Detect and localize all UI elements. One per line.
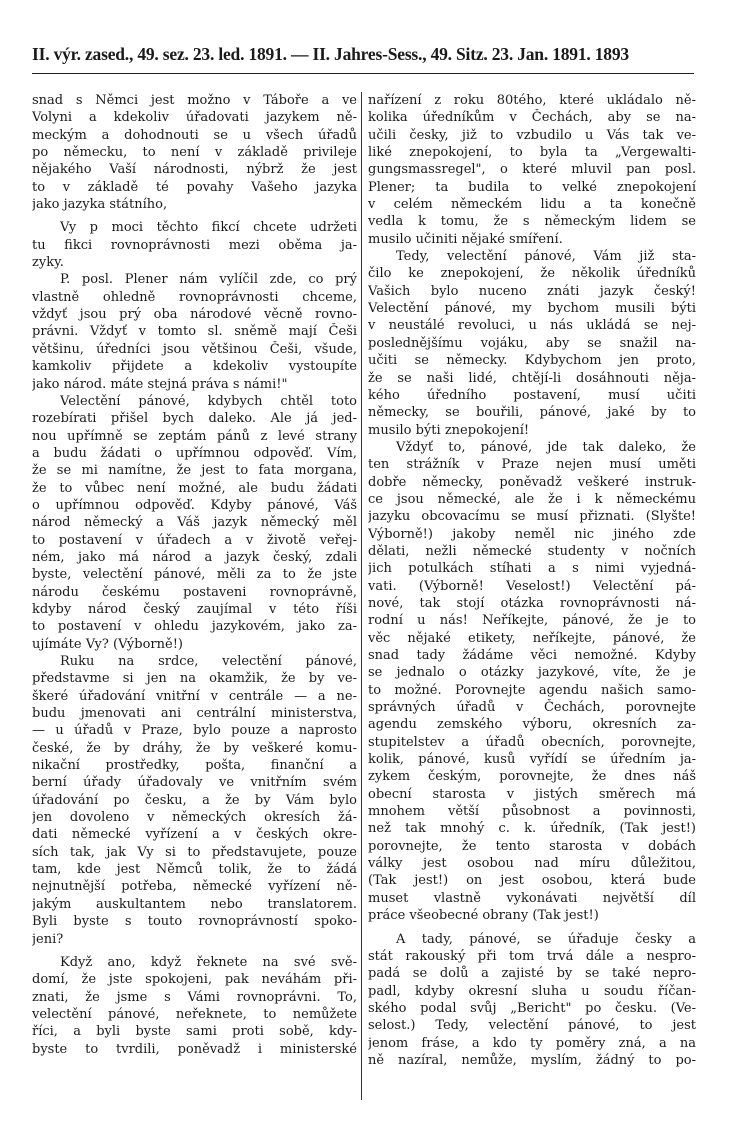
text-line: učili česky, již to vzbudilo u Vás tak ve-: [368, 127, 696, 143]
text-line: čilo ke znepokojení, že několik úředníků: [368, 266, 696, 282]
text-line: Když ano, když řeknete na své svě-: [60, 954, 357, 970]
text-line: nikační prostředky, pošta, finanční a: [32, 758, 357, 774]
text-line: to možné. Porovnejte agendu našich samo-: [368, 682, 696, 698]
text-line: (Tak jest!) on jest osobou, která bude: [368, 873, 696, 889]
text-line: že to vůbec není možné, ale budu žádati: [32, 480, 357, 496]
text-line: české, že by dráhy, že by veškeré komu-: [32, 740, 357, 756]
text-line: meckým a dohodnouti se u všech úřadů: [32, 127, 357, 143]
text-line: škeré úřadování vnitřní v centrále — a ne-: [32, 688, 357, 704]
text-line: správných úřadů v Čechách, porovnejte: [368, 700, 696, 716]
text-line: jako národ. máte stejná práva s námi!": [32, 376, 288, 392]
text-line: Volyni a kdekoliv úřadovati jazykem ně-: [32, 110, 357, 126]
text-line: jen dovoleno v německých okresích žá-: [32, 810, 357, 826]
text-line: dati německé vyřízení a v českých okre-: [32, 827, 357, 843]
text-line: nejnutnější potřeba, německé vyřízení ně-: [32, 879, 357, 895]
text-line: německy, se bouřili, pánové, jaké by to: [368, 405, 696, 421]
text-line: říci, a byli byste sami proti sobě, kdy-: [32, 1024, 357, 1040]
text-line: byste, velectění pánové, měli za to že jste: [32, 567, 357, 583]
text-line: budu jmenovati ani centrální ministerstva,: [32, 706, 357, 722]
text-line: ně nazíral, nemůže, myslím, žádný to po-: [368, 1052, 696, 1068]
text-line: Vašich bylo nuceno znáti jazyk český!: [368, 283, 696, 299]
text-line: P. posl. Plener nám vylíčil zde, co prý: [60, 272, 357, 288]
text-line: berní úřady úřadovaly ve vnitřním svém: [32, 775, 357, 791]
text-line: věc nějaké etikety, neříkejte, pánové, že: [368, 630, 696, 646]
text-line: rodní u nás! Neříkejte, pánové, že je to: [368, 613, 696, 629]
text-line: zyky.: [32, 255, 64, 271]
text-line: vždyť jsou prý oba národové věcně rovno-: [32, 307, 357, 323]
text-line: o upřímnou odpověď. Kdyby pánové, Váš: [32, 497, 357, 513]
text-line: — u úřadů v Praze, bylo pouze a naprosto: [32, 723, 357, 739]
text-line: musilo učiniti nějaké smíření.: [368, 231, 563, 247]
text-line: že se mi namítne, že jest to fata morgana,: [32, 463, 357, 479]
text-line: snad tady žádáme věci nemožné. Kdyby: [368, 648, 696, 663]
text-line: po německu, to není v základě privileje: [32, 145, 357, 161]
text-line: nou upřímně se zeptám pánů z levé strany: [32, 428, 357, 444]
text-line: kého úředního postavení, musí učiti: [368, 387, 696, 403]
text-line: jich potulkách stíhati a s nimi vyjedná-: [368, 561, 696, 577]
text-line: ném, jako má národ a jazyk český, zdali: [32, 549, 357, 565]
text-line: v neustálé revoluci, u nás ukládá se nej-: [368, 318, 696, 334]
text-line: to postavení v úřadech a v životě veřej-: [32, 532, 357, 548]
text-line: Velectění pánové, my bychom musili býti: [368, 301, 696, 317]
text-line: vlastně ohledně rovnoprávnosti chceme,: [32, 289, 357, 305]
text-line: se jednalo o otázky jazykové, víte, že je: [368, 665, 696, 681]
text-line: než tak mnohý c. k. úředník, (Tak jest!): [368, 821, 696, 837]
page-header: II. výr. zased., 49. sez. 23. led. 1891. — II. Jahres-Sess., 49. Sitz. 23. Jan. 1891. 1893: [32, 44, 629, 64]
text-line: v celém německém lidu a ta konečně: [368, 197, 696, 213]
text-line: představme si jen na okamžik, že by ve-: [32, 671, 357, 687]
text-line: nějakého Vaší národnosti, nýbrž že jest: [32, 162, 357, 178]
column-divider: [361, 92, 362, 1100]
text-line: národ německý a Váš jazyk německý měl: [32, 515, 357, 531]
text-line: jakým auskultantem nebo translatorem.: [32, 896, 357, 912]
text-line: obecní starosta v jistých směrech má: [368, 786, 696, 802]
text-line: tu fikci rovnoprávnosti mezi oběma ja-: [32, 237, 357, 253]
text-line: snad s Němci jest možno v Táboře a ve: [32, 93, 357, 108]
text-line: sích tak, jak Vy si to představujete, pouze: [32, 844, 357, 860]
text-line: jenom fráse, a kdo ty poměry zná, a na: [368, 1035, 696, 1051]
text-line: války jest osobou nad míru důležitou,: [368, 856, 696, 872]
text-line: porovnejte, že tento starosta v dobách: [368, 838, 696, 854]
text-line: většinu, úředníci jsou většinou Češi, všude,: [32, 341, 357, 357]
text-line: selost.) Tedy, velectění pánové, to jest: [368, 1018, 696, 1034]
text-line: dělati, nežli německé studenty v nočních: [368, 543, 696, 559]
text-line: nařízení z roku 80tého, které ukládalo ně-: [368, 93, 696, 108]
header-rule: [32, 73, 694, 74]
text-line: Vy p moci těchto fikcí chcete udržeti: [60, 220, 357, 236]
right-column: [368, 92, 696, 1069]
text-line: právni. Vždyť v tomto sl. sněmě mají Češi: [32, 324, 357, 340]
text-line: Plener; ta budila to velké znepokojení: [368, 179, 696, 195]
text-line: ten strážník v Praze nejen musí uměti: [368, 457, 696, 473]
text-line: mnohem větší působnost a povinnosti,: [368, 804, 696, 820]
text-line: práce všeobecné obrany (Tak jest!): [368, 908, 599, 924]
text-line: Vždyť to, pánové, jde tak daleko, že: [396, 439, 696, 455]
text-line: jeni?: [32, 931, 64, 947]
text-line: vedla k tomu, že s německým lidem se: [368, 214, 696, 230]
text-line: učiti se německy. Kdybychom jen proto,: [368, 353, 696, 369]
text-line: stupitelstev a úřadů obecních, porovnejte,: [368, 734, 696, 750]
text-line: vati. (Výborně! Veselost!) Velectění pá-: [368, 578, 696, 594]
text-line: stát rakouský při tom trvá dále a nespro-: [368, 948, 696, 964]
text-line: musilo býti znepokojení!: [368, 422, 530, 438]
text-line: padl, kdyby okresní sluha u soudu říčan-: [368, 983, 696, 999]
text-line: muset vlastně vykonávati největší díl: [368, 890, 696, 906]
text-line: jako jazyka státního,: [32, 197, 168, 213]
text-line: Tedy, velectění pánové, Vám již sta-: [396, 249, 696, 265]
text-line: to v základě té povahy Vašeho jazyka: [32, 179, 357, 195]
text-line: zykem českým, porovnejte, že dnes náš: [368, 769, 696, 785]
text-line: a budu žádati o upřímnou odpověď. Vím,: [32, 445, 357, 461]
left-column: [32, 92, 357, 1058]
text-line: jazyku obcovacímu se musí přiznati. (Slyšte!: [368, 509, 696, 525]
text-line: liké znepokojení, to byla ta „Vergewalti-: [368, 145, 696, 161]
text-line: kolika úředníkům v Čechách, aby se na-: [368, 110, 696, 126]
text-line: dobře německy, poněvadž veškeré instruk-: [368, 474, 696, 490]
text-line: padá se dolů a zajisté by se také nepro-: [368, 966, 696, 982]
text-line: ce jsou německé, ale že i k německému: [368, 491, 696, 507]
text-line: agendu zemského výboru, okresních za-: [368, 717, 696, 733]
text-line: velectění pánové, neřeknete, to nemůžete: [32, 1006, 357, 1022]
text-line: Ruku na srdce, velectění pánové,: [60, 654, 357, 669]
text-line: že se naši lidé, chtějí-li dosáhnouti něja-: [368, 370, 696, 386]
text-line: A tady, pánové, se úřaduje česky a: [396, 931, 696, 947]
text-line: Velectění pánové, kdybych chtěl toto: [60, 393, 357, 409]
text-line: gungsmassregel", o které mluvil pan posl.: [368, 162, 696, 178]
text-line: domí, že jste spokojeni, pak neváhám při-: [32, 972, 357, 988]
text-line: znati, že jsme s Vámi rovnoprávni. To,: [32, 989, 357, 1005]
text-line: úřadování po česku, a že by Vám bylo: [32, 792, 357, 808]
text-line: Byli byste s touto rovnoprávností spoko-: [32, 914, 357, 930]
text-line: kdyby národ český zaujímal v této říši: [32, 601, 357, 617]
text-line: poslednějšímu vojáku, aby se snažil na-: [368, 335, 696, 351]
text-line: ského podal svůj „Bericht" po česku. (Ve-: [368, 1000, 696, 1016]
text-line: národu českému postaveni rovnoprávně,: [32, 584, 357, 600]
text-line: byste to tvrdili, poněvadž i ministerské: [32, 1041, 357, 1057]
text-line: Výborně!) jakoby neměl nic jiného zde: [368, 526, 696, 542]
text-line: kamkoliv přijdete a kdekoliv vystoupíte: [32, 359, 357, 375]
text-line: to postavení v ohledu jazykovém, jako za-: [32, 619, 357, 635]
text-line: nové, tak stojí otázka rovnoprávnosti ná-: [368, 595, 696, 611]
text-line: rozebírati přišel bych daleko. Ale já jed-: [32, 411, 357, 427]
text-line: kolik, pánové, kusů vyřídí se úředním ja-: [368, 752, 696, 768]
text-line: tam, kde jest Němců tolik, že to žádá: [32, 862, 357, 878]
text-line: ujímáte Vy? (Výborně!): [32, 636, 183, 652]
